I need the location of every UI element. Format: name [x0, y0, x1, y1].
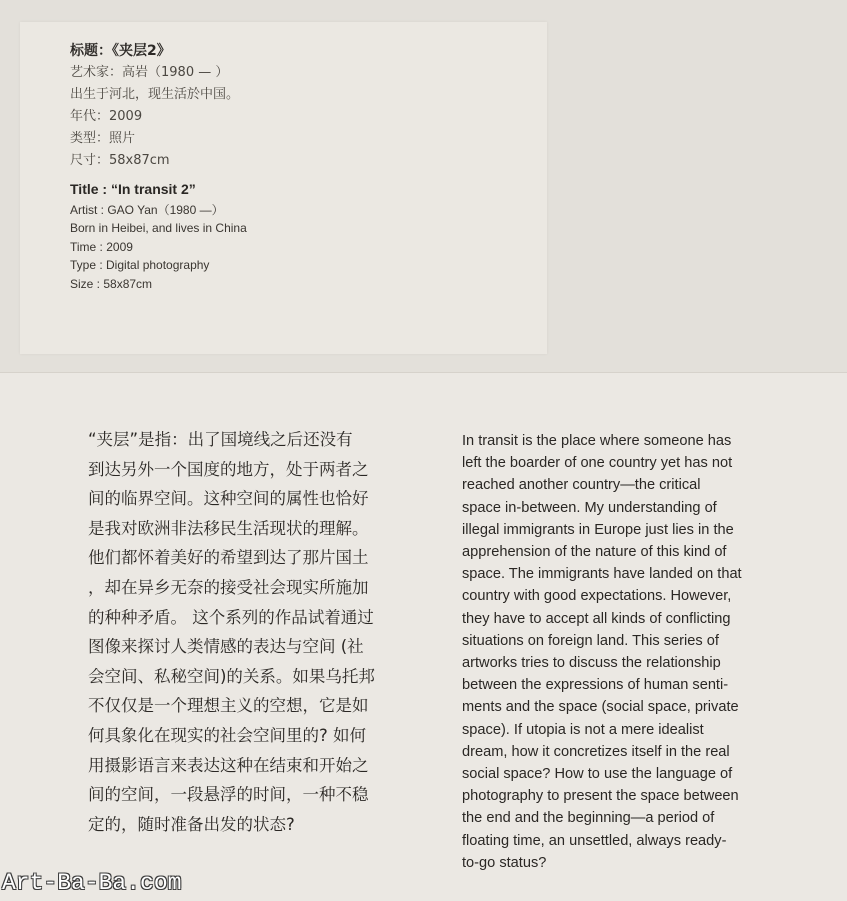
label-english	[70, 180, 247, 293]
label-en-title: Title : “In transit 2”	[70, 181, 196, 197]
watermark: Art-Ba-Ba.com	[2, 870, 182, 896]
en-line: artworks tries to discuss the relationship	[462, 655, 721, 672]
en-line: illegal immigrants in Europe just lies in the	[462, 521, 734, 538]
en-line: left the boarder of one country yet has not	[462, 455, 733, 472]
label-en-bio: Born in Heibei, and lives in China	[70, 221, 247, 235]
label-zh-artist: 艺术家：高岩（1980 — ）	[70, 65, 229, 80]
en-line: photography to present the space between	[462, 788, 739, 805]
en-line: country with good expectations. However,	[462, 588, 732, 605]
en-line: space in-between. My understanding of	[462, 499, 717, 516]
zh-line: 是我对欧洲非法移民生活现状的理解。	[88, 518, 369, 538]
label-zh-year: 年代：2009	[70, 109, 143, 124]
label-en-type: Type : Digital photography	[70, 258, 210, 272]
zh-line: 间的空间，一段悬浮的时间，一种不稳	[88, 785, 369, 805]
zh-line: 不仅仅是一个理想主义的空想，它是如	[88, 696, 369, 716]
label-en-time: Time : 2009	[70, 239, 133, 254]
label-zh-title: 标题：《夹层2》	[70, 43, 171, 59]
label-en-size: Size : 58x87cm	[70, 276, 153, 291]
en-line: ments and the space (social space, private	[462, 699, 739, 716]
label-zh-type: 类型：照片	[70, 131, 136, 146]
zh-line: 间的临界空间。这种空间的属性也恰好	[88, 489, 369, 509]
en-line: social space? How to use the language of	[462, 766, 733, 783]
statement-chinese	[88, 425, 428, 839]
statement-english	[462, 430, 812, 874]
zh-line: 到达另外一个国度的地方，处于两者之	[88, 459, 369, 479]
label-zh-bio: 出生于河北，现生活於中国。	[70, 87, 240, 102]
zh-line: “夹层”是指：出了国境线之后还没有	[88, 430, 353, 449]
en-line: dream, how it concretizes itself in the real	[462, 743, 730, 760]
zh-line: 用摄影语言来表达这种在结束和开始之	[88, 755, 369, 775]
zh-line: 图像来探讨人类情感的表达与空间 (社	[88, 637, 364, 657]
zh-line: ，却在异乡无奈的接受社会现实所施加	[88, 577, 369, 597]
en-line: between the expressions of human senti-	[462, 677, 729, 694]
label-en-artist: Artist : GAO Yan（1980 —）	[70, 202, 224, 217]
zh-line: 何具象化在现实的社会空间里的? 如何	[88, 725, 367, 745]
en-line: the end and the beginning—a period of	[462, 810, 715, 827]
en-line: reached another country—the critical	[462, 477, 701, 494]
en-line: apprehension of the nature of this kind of	[462, 544, 727, 561]
en-line: floating time, an unsettled, always ready-	[462, 832, 727, 849]
en-line: space. The immigrants have landed on that	[462, 566, 742, 583]
zh-line: 的种种矛盾。 这个系列的作品试着通过	[88, 607, 374, 627]
en-line: situations on foreign land. This series of	[462, 632, 719, 649]
label-zh-size: 尺寸：58x87cm	[70, 153, 170, 168]
en-line: they have to accept all kinds of conflicting	[462, 610, 731, 627]
zh-line: 他们都怀着美好的希望到达了那片国土	[88, 548, 369, 568]
zh-line: 会空间、私秘空间)的关系。如果乌托邦	[88, 666, 375, 686]
en-line: space). If utopia is not a mere idealist	[462, 721, 704, 738]
label-chinese	[70, 40, 239, 172]
en-line: to-go status?	[462, 854, 547, 871]
zh-line: 定的，随时准备出发的状态?	[88, 814, 295, 834]
en-line: In transit is the place where someone has	[462, 433, 732, 449]
